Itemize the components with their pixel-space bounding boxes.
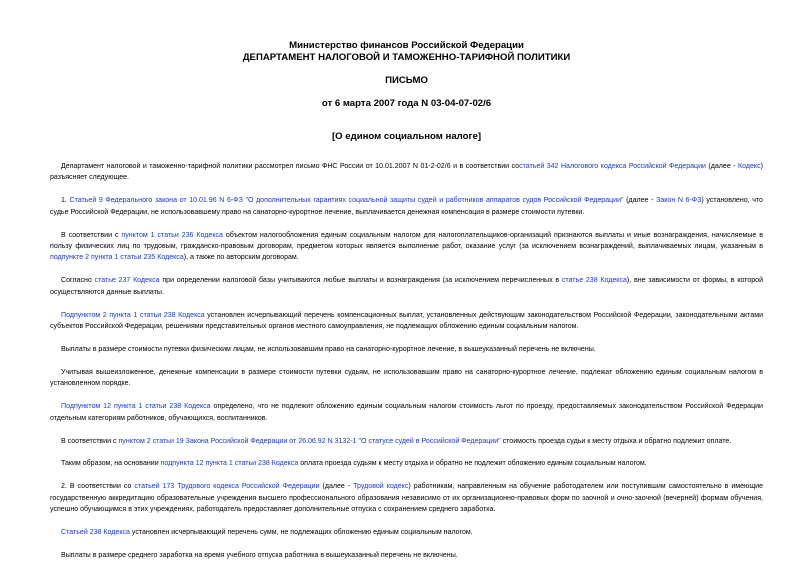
paragraph-text: ) установлено, что судье Российской Федерации, не использовавшему право на санаторно-курортное лечение, выплачивается денежная компенсация в размере стоимости путевки.: [50, 197, 763, 216]
paragraph: [50, 401, 763, 424]
paragraph-text: 2. В соответствии со: [61, 483, 135, 491]
paragraph-text: Таким образом, на основании: [61, 460, 161, 468]
paragraph: [50, 436, 763, 447]
paragraph-text: ), вне зависимости от формы, в которой осуществляются данные выплаты.: [50, 277, 764, 296]
paragraph: [50, 344, 763, 355]
paragraph: [50, 367, 763, 390]
legal-reference-link[interactable]: пунктом 2 статьи 19 Закона Российской Федерации от 26.06.92 N 3132-1 "О статусе судей в Российской Федерации": [118, 437, 501, 445]
paragraph: [50, 195, 763, 218]
paragraph-text: установлен исчерпывающий перечень сумм, не подлежащих обложению единым социальным налогом.: [129, 529, 473, 537]
legal-reference-link[interactable]: Подпунктом 12 пункта 1 статьи 238 Кодекса: [61, 403, 211, 411]
paragraph: [50, 161, 763, 184]
department-name: ДЕПАРТАМЕНТ НАЛОГОВОЙ И ТАМОЖЕННО-ТАРИФНОЙ ПОЛИТИКИ: [242, 52, 571, 63]
ministry-name: Министерство финансов Российской Федерации: [289, 40, 524, 51]
legal-reference-link[interactable]: статьей 173 Трудового кодекса Российской Федерации: [134, 483, 320, 491]
legal-reference-link[interactable]: Закон N 6-ФЗ: [656, 197, 702, 205]
paragraph-text: стоимость проезда судьи к месту отдыха и обратно подлежит оплате.: [500, 437, 732, 445]
document-subject: [О едином социальном налоге]: [331, 131, 482, 142]
paragraph-text: В соответствии с: [61, 231, 122, 239]
paragraph: [50, 458, 763, 469]
paragraph-text: определено, что не подлежит обложению единым социальным налогом стоимость льгот по проезду, предоставляемых законодательством Российской Федерации отдельным категориям работников, обучающихся, воспитанников.: [50, 403, 763, 422]
document-type: ПИСЬМО: [385, 75, 428, 86]
paragraph-text: при определении налоговой базы учитываются любые выплаты и вознаграждения (за исключением перечисленных в: [159, 277, 562, 285]
paragraph-text: (далее -: [319, 483, 354, 491]
paragraph-text: ), а также по авторским договорам.: [183, 254, 299, 262]
document-date-number: от 6 марта 2007 года N 03-04-07-02/6: [321, 98, 492, 109]
legal-reference-link[interactable]: Статьей 9 Федерального закона от 10.01.96 N 6-ФЗ "О дополнительных гарантиях социальной защиты судей и работников аппаратов судов Российской Федерации": [69, 197, 624, 205]
paragraph-text: Выплаты в размере среднего заработка на время учебного отпуска работника в вышеуказанный перечень не включены.: [61, 551, 458, 559]
legal-reference-link[interactable]: Статьей 238 Кодекса: [61, 529, 130, 537]
legal-reference-link[interactable]: подпункте 2 пункта 1 статьи 235 Кодекса: [50, 254, 184, 262]
legal-reference-link[interactable]: статье 238 Кодекса: [561, 277, 627, 285]
paragraph-text: Департамент налоговой и таможенно-тарифной политики рассмотрел письмо ФНС России от 10.01.2007 N 01-2-02/6 и в соответствии со: [61, 163, 520, 170]
paragraph-text: оплата проезда судьям к месту отдыха и обратно не подлежит обложению единым социальным налогом.: [298, 460, 647, 468]
paragraph: [50, 275, 763, 298]
legal-reference-link[interactable]: Трудовой кодекс: [353, 483, 409, 491]
legal-reference-link[interactable]: статьей 342 Налогового кодекса Российской Федерации: [519, 163, 706, 170]
paragraph-text: установлен исчерпывающий перечень компенсационных выплат, установленных действующим законодательством Российской Федерации, законодательными актами субъектов Российской Федерации, решениями представительных органов местного самоуправления, не подлежащих обложению единым социальным налогом.: [50, 311, 764, 331]
paragraph-text: объектом налогообложения единым социальным налогом для налогоплательщиков-организаций признаются выплаты и иные вознаграждения, начисляемые в пользу физических лиц по трудовым, гражданско-правовым договорам, предметом которых является выполнение работ, оказание услуг (за исключением вознаграждений, выплачиваемых лицам, указанным в: [50, 231, 763, 251]
paragraph-text: ) разъясняет следующее.: [50, 163, 763, 182]
paragraph-text: Учитывая вышеизложенное, денежные компенсации в размере стоимости путевки судьям, не использовавшим право на санаторно-курортное лечение, подлежат обложению единым социальным налогом в установленном порядке.: [50, 368, 763, 388]
paragraph: [50, 550, 763, 561]
paragraph: [50, 230, 763, 264]
document-body: [50, 161, 763, 561]
paragraph-text: Выплаты в размере стоимости путевки физическим лицам, не использовавшим право на санаторно-курортное лечение, в вышеуказанный перечень не включены.: [61, 345, 596, 353]
legal-reference-link[interactable]: пунктом 1 статьи 236 Кодекса: [121, 231, 223, 239]
paragraph-text: Согласно: [61, 277, 95, 285]
legal-reference-link[interactable]: статье 237 Кодекса: [94, 277, 160, 285]
paragraph-text: В соответствии с: [61, 437, 119, 445]
paragraph: [50, 481, 763, 515]
legal-reference-link[interactable]: Подпунктом 2 пункта 1 статьи 238 Кодекса: [61, 311, 205, 319]
legal-reference-link[interactable]: подпункта 12 пункта 1 статьи 238 Кодекса: [160, 460, 299, 468]
paragraph: [50, 527, 763, 538]
paragraph-text: (далее -: [623, 197, 657, 205]
paragraph-text: (далее -: [705, 163, 739, 170]
paragraph: [50, 310, 763, 333]
legal-reference-link[interactable]: Кодекс: [738, 163, 761, 170]
paragraph-text: ) работникам, направленным на обучение работодателем или поступившим самостоятельно в имеющие государственную аккредитацию образовательные учреждения высшего профессионального образования независимо от их организационно-правовых форм по заочной и очно-заочной (вечерней) формам обучения, успешно обучающимся в этих учреждениях, работодатель предоставляет дополнительные отпуска с сохранением среднего заработка.: [50, 483, 763, 514]
paragraph-text: 1.: [61, 197, 70, 205]
